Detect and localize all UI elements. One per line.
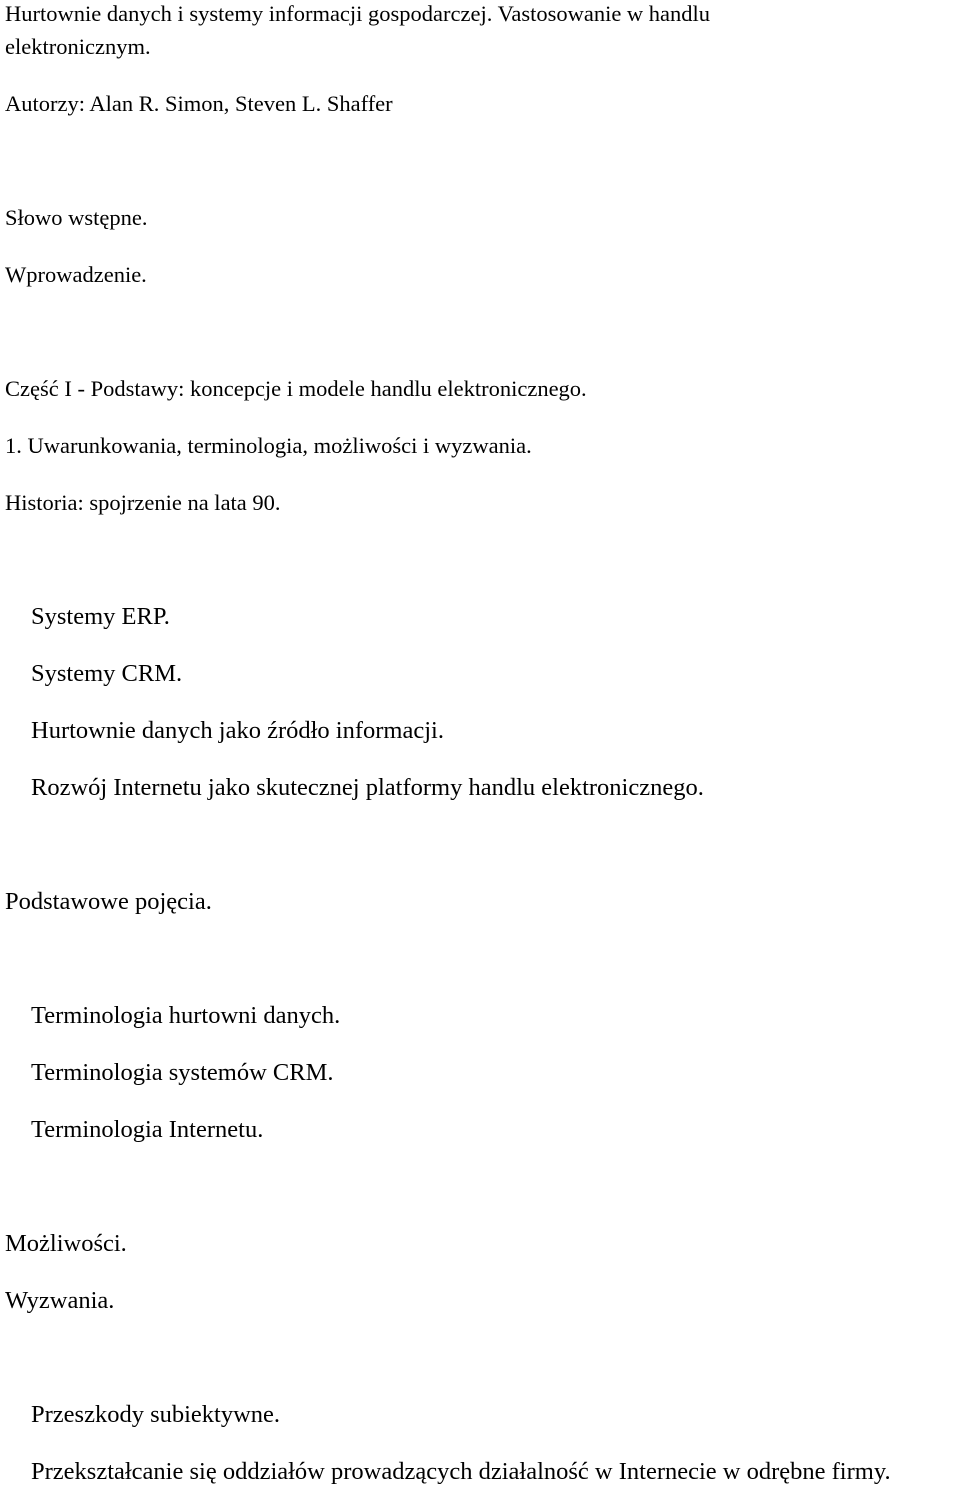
toc-chapter-1: 1. Uwarunkowania, terminologia, możliwości i wyzwania. — [5, 433, 532, 458]
toc-challenges: Wyzwania. — [5, 1287, 115, 1314]
toc-item-crm-terminology: Terminologia systemów CRM. — [31, 1059, 334, 1086]
document-title-line-1: Hurtownie danych i systemy informacji gospodarczej. Vastosowanie w handlu — [5, 1, 711, 26]
toc-item-erp: Systemy ERP. — [31, 603, 170, 630]
toc-item-data-warehouses: Hurtownie danych jako źródło informacji. — [31, 717, 444, 744]
toc-part-1: Część I - Podstawy: koncepcje i modele handlu elektronicznego. — [5, 376, 587, 401]
toc-history: Historia: spojrzenie na lata 90. — [5, 490, 281, 515]
toc-item-internet-development: Rozwój Internetu jako skutecznej platformy handlu elektronicznego. — [31, 774, 704, 801]
toc-introduction: Wprowadzenie. — [5, 262, 147, 287]
toc-basic-concepts: Podstawowe pojęcia. — [5, 888, 212, 915]
toc-item-subjective-obstacles: Przeszkody subiektywne. — [31, 1401, 281, 1428]
toc-item-crm: Systemy CRM. — [31, 660, 183, 687]
toc-item-dw-terminology: Terminologia hurtowni danych. — [31, 1002, 341, 1029]
document-title-line-2: elektronicznym. — [5, 34, 151, 59]
toc-item-division-spinoff: Przekształcanie się oddziałów prowadzących działalność w Internecie w odrębne firmy. — [31, 1458, 891, 1485]
toc-preface: Słowo wstępne. — [5, 205, 148, 230]
toc-possibilities: Możliwości. — [5, 1230, 127, 1257]
toc-item-internet-terminology: Terminologia Internetu. — [31, 1116, 264, 1143]
document-authors: Autorzy: Alan R. Simon, Steven L. Shaffer — [5, 91, 393, 116]
